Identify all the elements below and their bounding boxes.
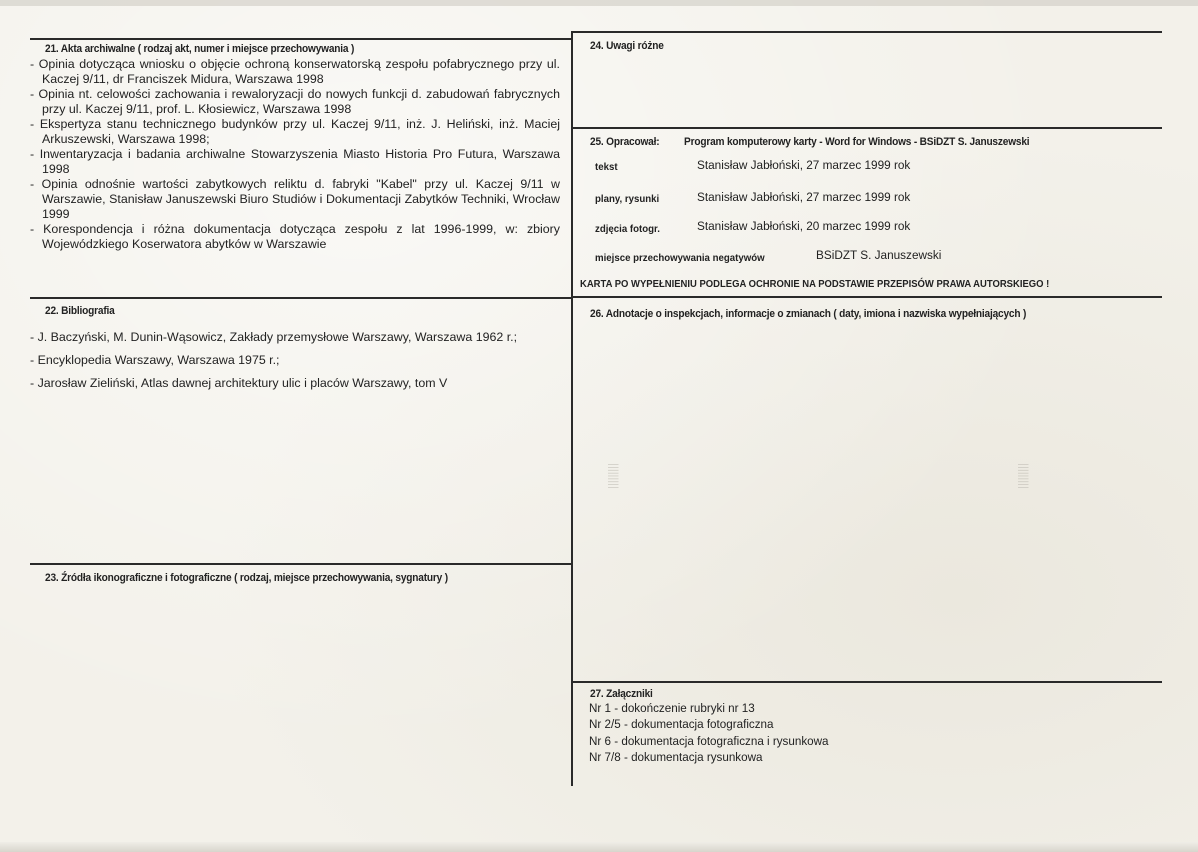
paper-top-edge (0, 0, 1198, 6)
author-row-value: BSiDZT S. Januszewski (816, 248, 942, 262)
author-row-label: zdjęcia fotogr. (595, 223, 660, 235)
divider-top-right (572, 31, 1162, 33)
section-23-heading: 23. Źródła ikonograficzne i fotograficzne ( rodzaj, miejsce przechowywania, sygnatury ) (45, 572, 448, 584)
divider-26-27 (572, 681, 1162, 683)
bleed-through-mark: ||||||||| (1016, 463, 1029, 489)
list-item: - Opinia dotycząca wniosku o objęcie ochroną konserwatorską zespołu pofabrycznego przy ul. Kaczej 9/11, dr Franciszek Midura, Warszawa 1998 (30, 57, 560, 86)
list-item: - Encyklopedia Warszawy, Warszawa 1975 r.; (30, 353, 280, 367)
section-25-heading-label: 25. Opracował: (590, 136, 660, 148)
column-divider (571, 31, 573, 786)
list-item: - Ekspertyza stanu technicznego budynków przy ul. Kaczej 9/11, inż. J. Heliński, inż. Maciej Arkuszewski, Warszawa 1998; (30, 117, 560, 146)
section-26-heading: 26. Adnotacje o inspekcjach, informacje o zmianach ( daty, imiona i nazwiska wypełniających ) (590, 308, 1027, 320)
divider-top-left (30, 38, 572, 40)
list-item: - Opinia odnośnie wartości zabytkowych reliktu d. fabryki "Kabel" przy ul. Kaczej 9/11 w Warszawie, Stanisław Januszewski Biuro Studiów i Dokumentacji Zabytków Techniki, Wrocław 1999 (30, 177, 560, 221)
list-item: - Inwentaryzacja i badania archiwalne Stowarzyszenia Miasto Historia Pro Futura, Warszawa 1998 (30, 147, 560, 176)
section-25-heading-value: Program komputerowy karty - Word for Windows - BSiDZT S. Januszewski (684, 136, 1030, 148)
author-row-label: tekst (595, 161, 618, 173)
list-item: - Korespondencja i różna dokumentacja dotycząca zespołu z lat 1996-1999, w: zbiory Wojewódzkiego Koserwatora abytków w Warszawie (30, 222, 560, 251)
author-row-label: miejsce przechowywania negatywów (595, 252, 765, 264)
bleed-through-mark: ||||||||| (606, 463, 619, 489)
attachment-item: Nr 6 - dokumentacja fotograficzna i rysunkowa (589, 734, 829, 748)
list-item: - Jarosław Zieliński, Atlas dawnej architektury ulic i placów Warszawy, tom V (30, 376, 448, 390)
section-27-heading: 27. Załączniki (590, 688, 653, 700)
section-22-list (30, 330, 560, 391)
list-item: - J. Baczyński, M. Dunin-Wąsowicz, Zakłady przemysłowe Warszawy, Warszawa 1962 r.; (30, 330, 518, 344)
author-row-value: Stanisław Jabłoński, 27 marzec 1999 rok (697, 190, 911, 204)
attachment-item: Nr 2/5 - dokumentacja fotograficzna (589, 717, 774, 731)
section-21-heading: 21. Akta archiwalne ( rodzaj akt, numer i miejsce przechowywania ) (45, 43, 355, 55)
author-row-value: Stanisław Jabłoński, 27 marzec 1999 rok (697, 158, 911, 172)
author-row-value: Stanisław Jabłoński, 20 marzec 1999 rok (697, 219, 911, 233)
divider-24-25 (572, 127, 1162, 129)
section-21-list (30, 57, 560, 252)
paper-bottom-edge (0, 842, 1198, 852)
copyright-notice: KARTA PO WYPEŁNIENIU PODLEGA OCHRONIE NA PODSTAWIE PRZEPISÓW PRAWA AUTORSKIEGO ! (580, 279, 1050, 290)
author-row-label: plany, rysunki (595, 193, 660, 205)
divider-22-23 (30, 563, 572, 565)
section-22-heading: 22. Bibliografia (45, 305, 115, 317)
attachment-item: Nr 7/8 - dokumentacja rysunkowa (589, 750, 763, 764)
section-24-heading: 24. Uwagi różne (590, 40, 664, 52)
attachment-item: Nr 1 - dokończenie rubryki nr 13 (589, 701, 755, 715)
divider-21-22 (30, 297, 572, 299)
divider-25-26 (572, 296, 1162, 298)
list-item: - Opinia nt. celowości zachowania i rewaloryzacji do nowych funkcji d. zabudowań fabrycznych przy ul. Kaczej 9/11, prof. L. Kłosiewicz, Warszawa 1998 (30, 87, 560, 116)
